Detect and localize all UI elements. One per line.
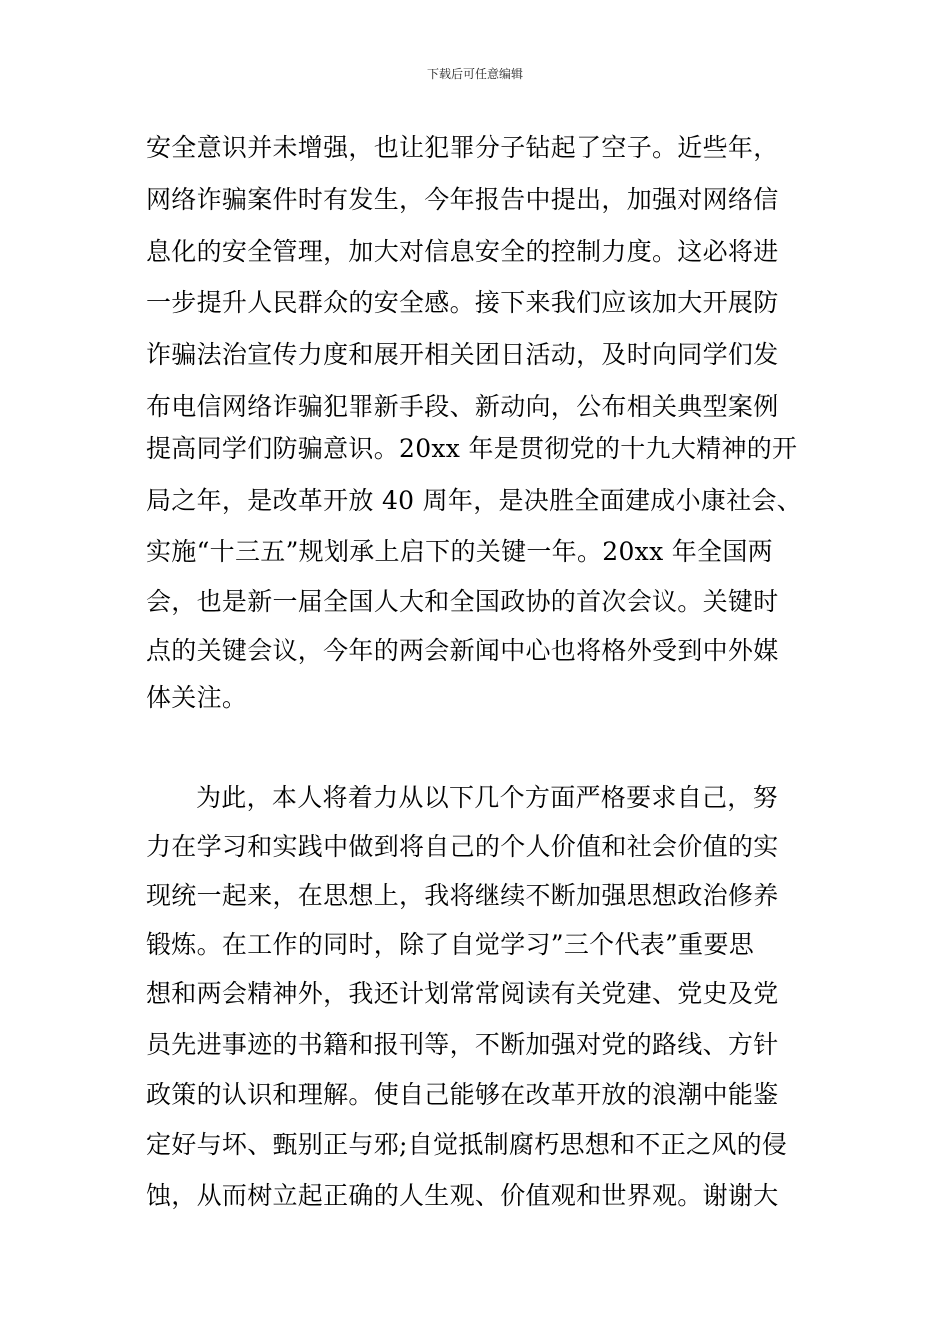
paragraph-line: 诈骗法治宣传力度和展开相关团日活动，及时向同学们发	[146, 340, 779, 369]
paragraph-line: 点的关键会议，今年的两会新闻中心也将格外受到中外媒	[146, 636, 779, 665]
paragraph-line: 想和两会精神外，我还计划常常阅读有关党建、党史及党	[146, 979, 779, 1008]
paragraph-line: 会，也是新一届全国人大和全国政协的首次会议。关键时	[146, 587, 779, 616]
paragraph-line: 安全意识并未增强，也让犯罪分子钻起了空子。近些年，	[146, 133, 779, 162]
paragraph-line: 息化的安全管理，加大对信息安全的控制力度。这必将进	[146, 237, 779, 266]
paragraph-line: 提高同学们防骗意识。20xx 年是贯彻党的十九大精神的开	[146, 434, 798, 463]
paragraph-line: 定好与坏、甄别正与邪;自觉抵制腐朽思想和不正之风的侵	[146, 1130, 788, 1159]
paragraph-line: 为此，本人将着力从以下几个方面严格要求自己，努	[196, 783, 778, 812]
paragraph-line: 布电信网络诈骗犯罪新手段、新动向，公布相关典型案例	[146, 392, 779, 421]
paragraph-line: 体关注。	[146, 683, 248, 712]
paragraph-line: 一步提升人民群众的安全感。接下来我们应该加大开展防	[146, 288, 779, 317]
paragraph-line: 力在学习和实践中做到将自己的个人价值和社会价值的实	[146, 832, 779, 861]
page-header: 下载后可任意编辑	[426, 67, 523, 81]
paragraph-line: 锻炼。在工作的同时，除了自觉学习”三个代表”重要思	[146, 930, 755, 959]
paragraph-line: 实施“十三五”规划承上启下的关键一年。20xx 年全国两	[146, 537, 773, 566]
paragraph-line: 网络诈骗案件时有发生，今年报告中提出，加强对网络信	[146, 185, 779, 214]
paragraph-line: 蚀，从而树立起正确的人生观、价值观和世界观。谢谢大	[146, 1181, 779, 1210]
paragraph-line: 现统一起来，在思想上，我将继续不断加强思想政治修养	[146, 881, 779, 910]
paragraph-line: 政策的认识和理解。使自己能够在改革开放的浪潮中能鉴	[146, 1080, 779, 1109]
paragraph-line: 员先进事迹的书籍和报刊等，不断加强对党的路线、方针	[146, 1030, 779, 1059]
paragraph-line: 局之年，是改革开放 40 周年，是决胜全面建成小康社会、	[146, 486, 803, 515]
